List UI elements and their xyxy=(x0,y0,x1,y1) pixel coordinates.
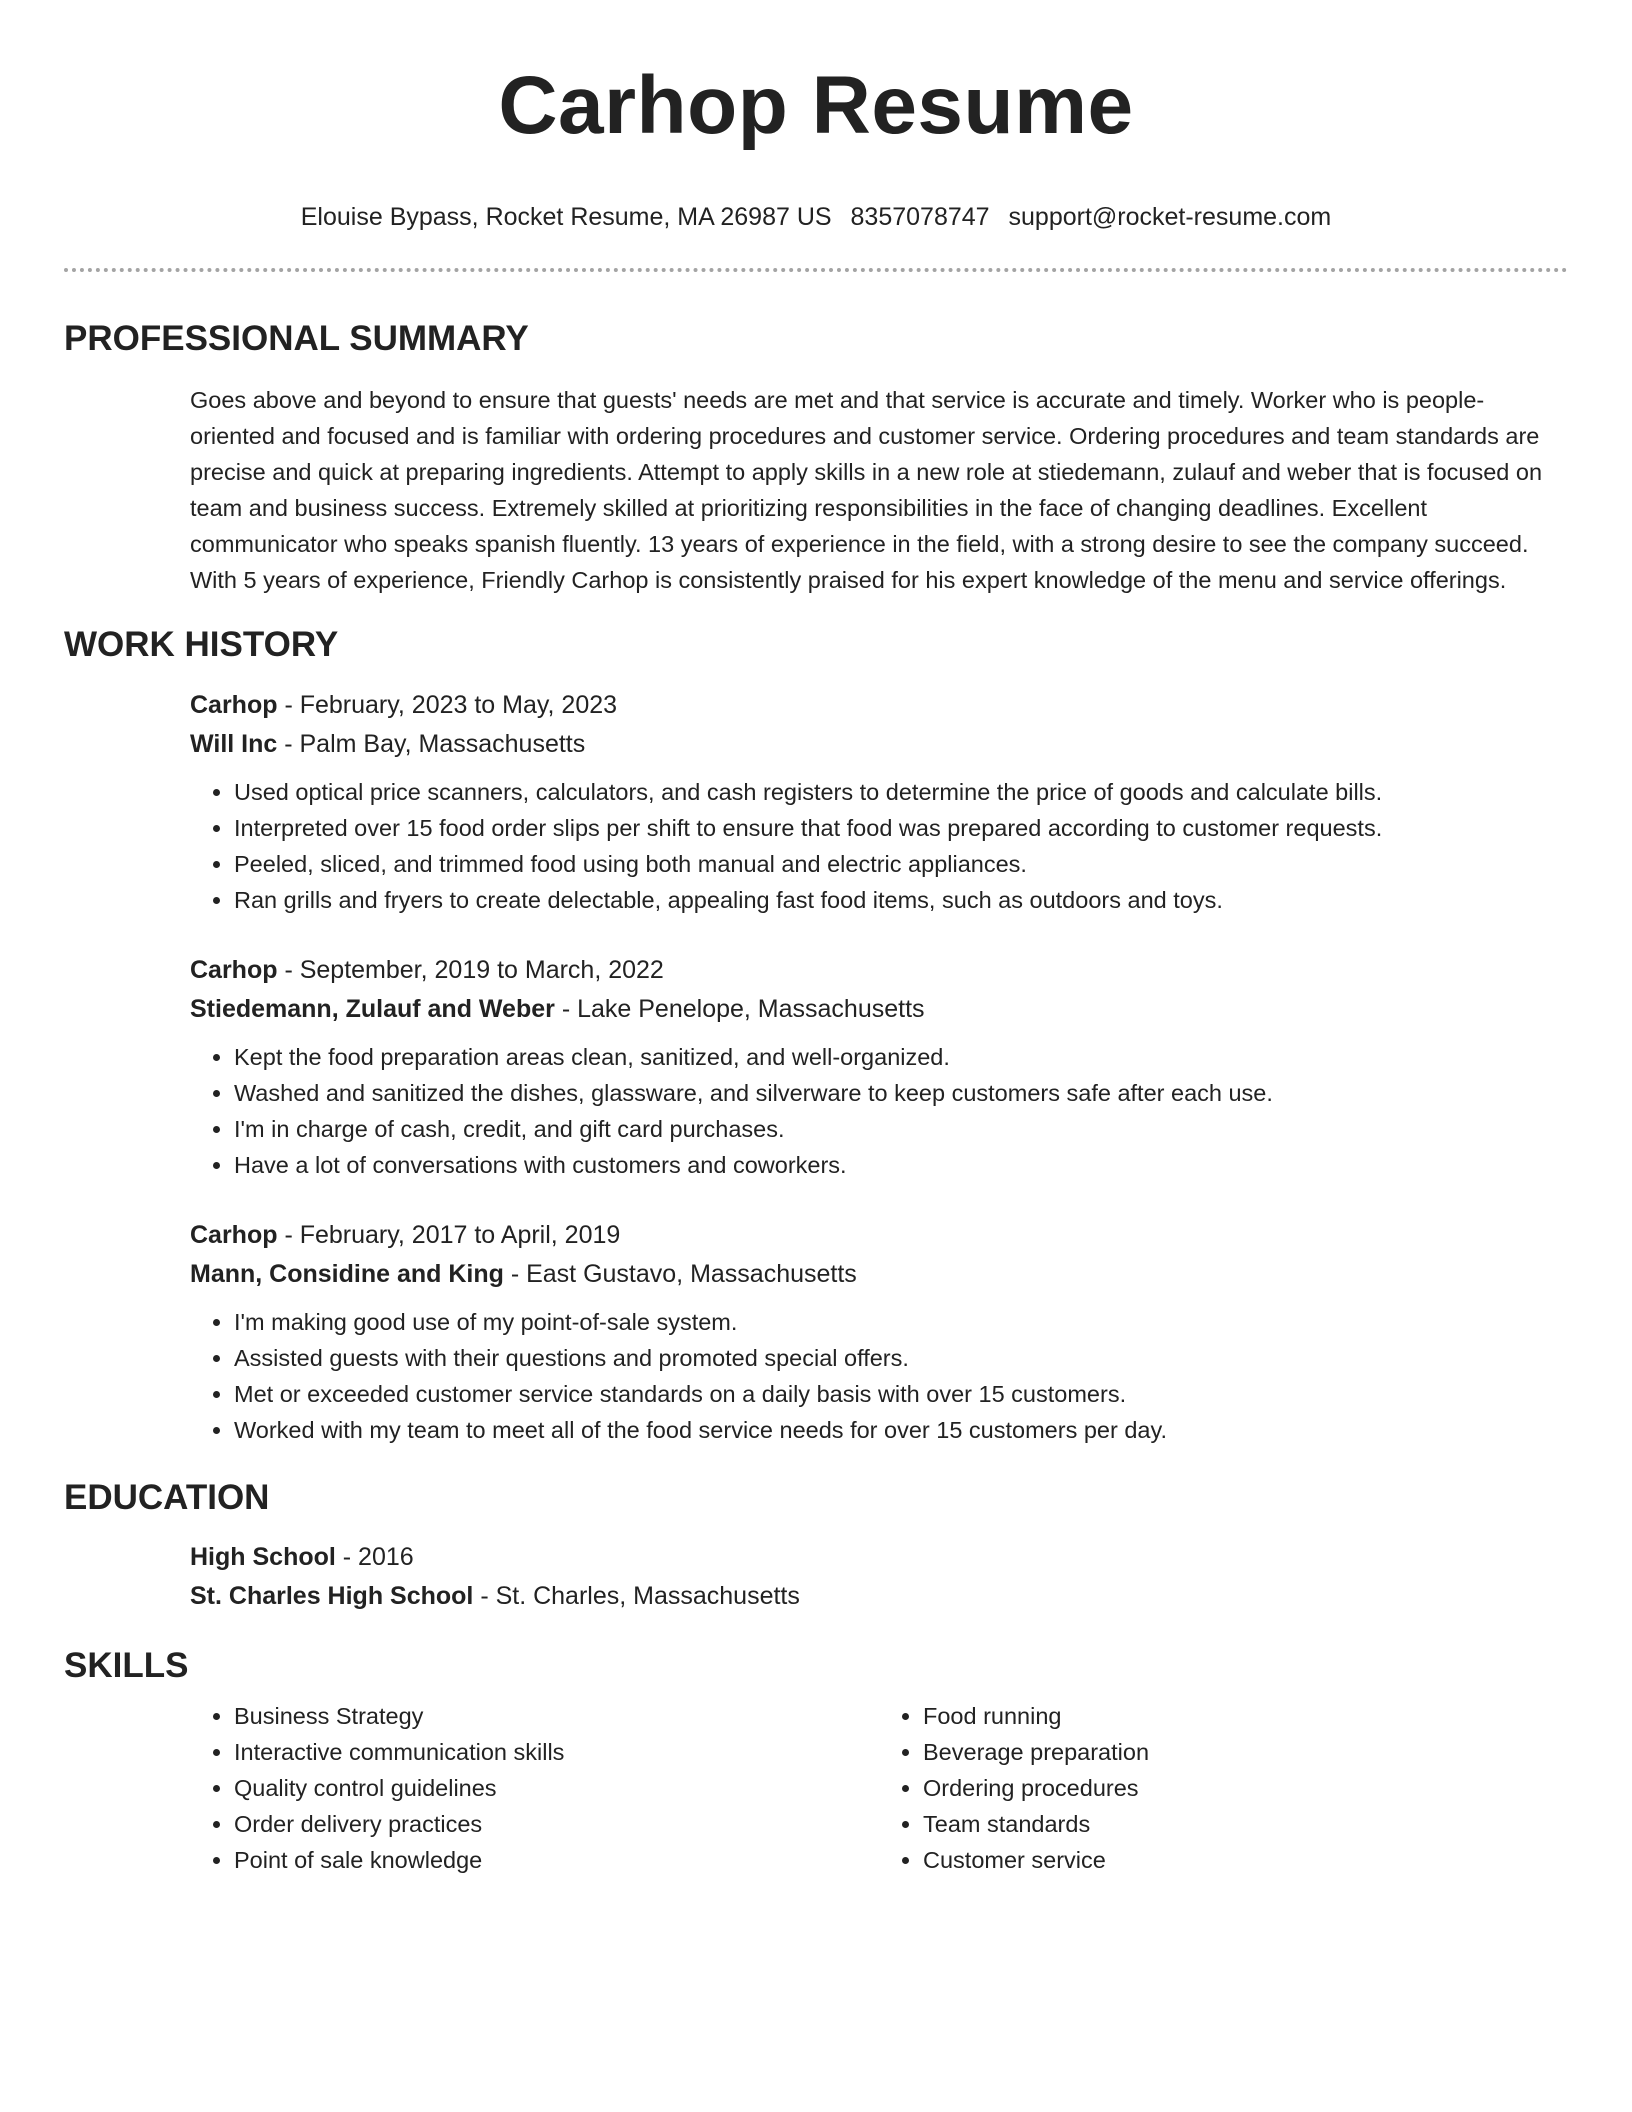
skill-item: • Food running xyxy=(923,1698,1568,1734)
skills-heading: SKILLS xyxy=(64,1646,189,1685)
resume-title: Carhop Resume xyxy=(498,60,1134,151)
skill-item: • Customer service xyxy=(923,1842,1568,1878)
job-entry xyxy=(190,951,1568,1183)
job-company-line xyxy=(190,990,1568,1029)
education-location: - St. Charles, Massachusetts xyxy=(473,1582,800,1610)
summary-heading: PROFESSIONAL SUMMARY xyxy=(64,319,529,358)
education-section xyxy=(64,1476,1568,1616)
work-history-section xyxy=(64,623,1568,1448)
job-company-line xyxy=(190,725,1568,764)
job-duty: • Have a lot of conversations with customers and coworkers. xyxy=(234,1147,1568,1183)
skills-columns xyxy=(190,1698,1568,1878)
header-divider xyxy=(64,268,1568,272)
summary-section xyxy=(64,317,1568,598)
job-company: Will Inc xyxy=(190,730,278,758)
job-title-line xyxy=(190,1216,1568,1255)
education-heading: EDUCATION xyxy=(64,1478,270,1517)
job-duty: • Peeled, sliced, and trimmed food using both manual and electric appliances. xyxy=(234,846,1568,882)
job-role: Carhop xyxy=(190,1221,278,1249)
contact-email: support@rocket-resume.com xyxy=(1008,203,1332,231)
skill-item: • Beverage preparation xyxy=(923,1734,1568,1770)
skill-item: • Quality control guidelines xyxy=(234,1770,879,1806)
job-duties xyxy=(190,1304,1568,1448)
job-company: Mann, Considine and King xyxy=(190,1260,504,1288)
education-school: St. Charles High School xyxy=(190,1582,474,1610)
education-school-line xyxy=(190,1577,1568,1616)
contact-phone: 8357078747 xyxy=(850,203,990,231)
job-duties xyxy=(190,1039,1568,1183)
summary-text: Goes above and beyond to ensure that guests' needs are met and that service is accurate and timely. Worker who is people-oriented and focused and is familiar with ordering procedures and customer service. Ordering procedures and team standards are precise and quick at preparing ingredients. Attempt to apply skills in a new role at stiedemann, zulauf and weber that is focused on team and business success. Extremely skilled at prioritizing responsibilities in the face of changing deadlines. Excellent communicator who speaks spanish fluently. 13 years of experience in the field, with a strong desire to see the company succeed. With 5 years of experience, Friendly Carhop is consistently praised for his expert knowledge of the menu and service offerings. xyxy=(190,387,1543,593)
job-dates: - February, 2023 to May, 2023 xyxy=(277,691,618,719)
job-duty: • Ran grills and fryers to create delectable, appealing fast food items, such as outdoors and toys. xyxy=(234,882,1568,918)
job-location: - East Gustavo, Massachusetts xyxy=(503,1260,857,1288)
contact-line xyxy=(64,200,1568,234)
job-company: Stiedemann, Zulauf and Weber xyxy=(190,995,555,1023)
job-company-line xyxy=(190,1255,1568,1294)
job-location: - Lake Penelope, Massachusetts xyxy=(554,995,925,1023)
job-duty: • Met or exceeded customer service standards on a daily basis with over 15 customers. xyxy=(234,1376,1568,1412)
skill-item: • Order delivery practices xyxy=(234,1806,879,1842)
contact-address: Elouise Bypass, Rocket Resume, MA 26987 US xyxy=(300,203,832,231)
job-entry xyxy=(190,1216,1568,1448)
job-duty: • Used optical price scanners, calculators, and cash registers to determine the price of goods and calculate bills. xyxy=(234,774,1568,810)
job-location: - Palm Bay, Massachusetts xyxy=(277,730,586,758)
job-dates: - February, 2017 to April, 2019 xyxy=(277,1221,621,1249)
job-dates: - September, 2019 to March, 2022 xyxy=(277,956,664,984)
job-role: Carhop xyxy=(190,956,278,984)
job-duty: • Assisted guests with their questions and promoted special offers. xyxy=(234,1340,1568,1376)
job-role: Carhop xyxy=(190,691,278,719)
skills-column-left xyxy=(190,1698,879,1878)
education-degree: High School xyxy=(190,1543,336,1571)
skill-item: • Business Strategy xyxy=(234,1698,879,1734)
job-duty: • I'm making good use of my point-of-sale system. xyxy=(234,1304,1568,1340)
job-duty: • Kept the food preparation areas clean, sanitized, and well-organized. xyxy=(234,1039,1568,1075)
job-duties xyxy=(190,774,1568,918)
skill-item: • Interactive communication skills xyxy=(234,1734,879,1770)
job-title-line xyxy=(190,686,1568,725)
skills-column-right xyxy=(879,1698,1568,1878)
job-duty: • I'm in charge of cash, credit, and gift card purchases. xyxy=(234,1111,1568,1147)
skill-item: • Ordering procedures xyxy=(923,1770,1568,1806)
skill-item: • Point of sale knowledge xyxy=(234,1842,879,1878)
education-degree-line xyxy=(190,1538,1568,1577)
work-history-heading: WORK HISTORY xyxy=(64,625,339,664)
job-entry xyxy=(190,686,1568,918)
skill-item: • Team standards xyxy=(923,1806,1568,1842)
job-duty: • Worked with my team to meet all of the food service needs for over 15 customers per day. xyxy=(234,1412,1568,1448)
job-duty: • Washed and sanitized the dishes, glassware, and silverware to keep customers safe after each use. xyxy=(234,1075,1568,1111)
skills-section xyxy=(64,1644,1568,1878)
education-year: - 2016 xyxy=(335,1543,414,1571)
job-title-line xyxy=(190,951,1568,990)
job-duty: • Interpreted over 15 food order slips per shift to ensure that food was prepared according to customer requests. xyxy=(234,810,1568,846)
